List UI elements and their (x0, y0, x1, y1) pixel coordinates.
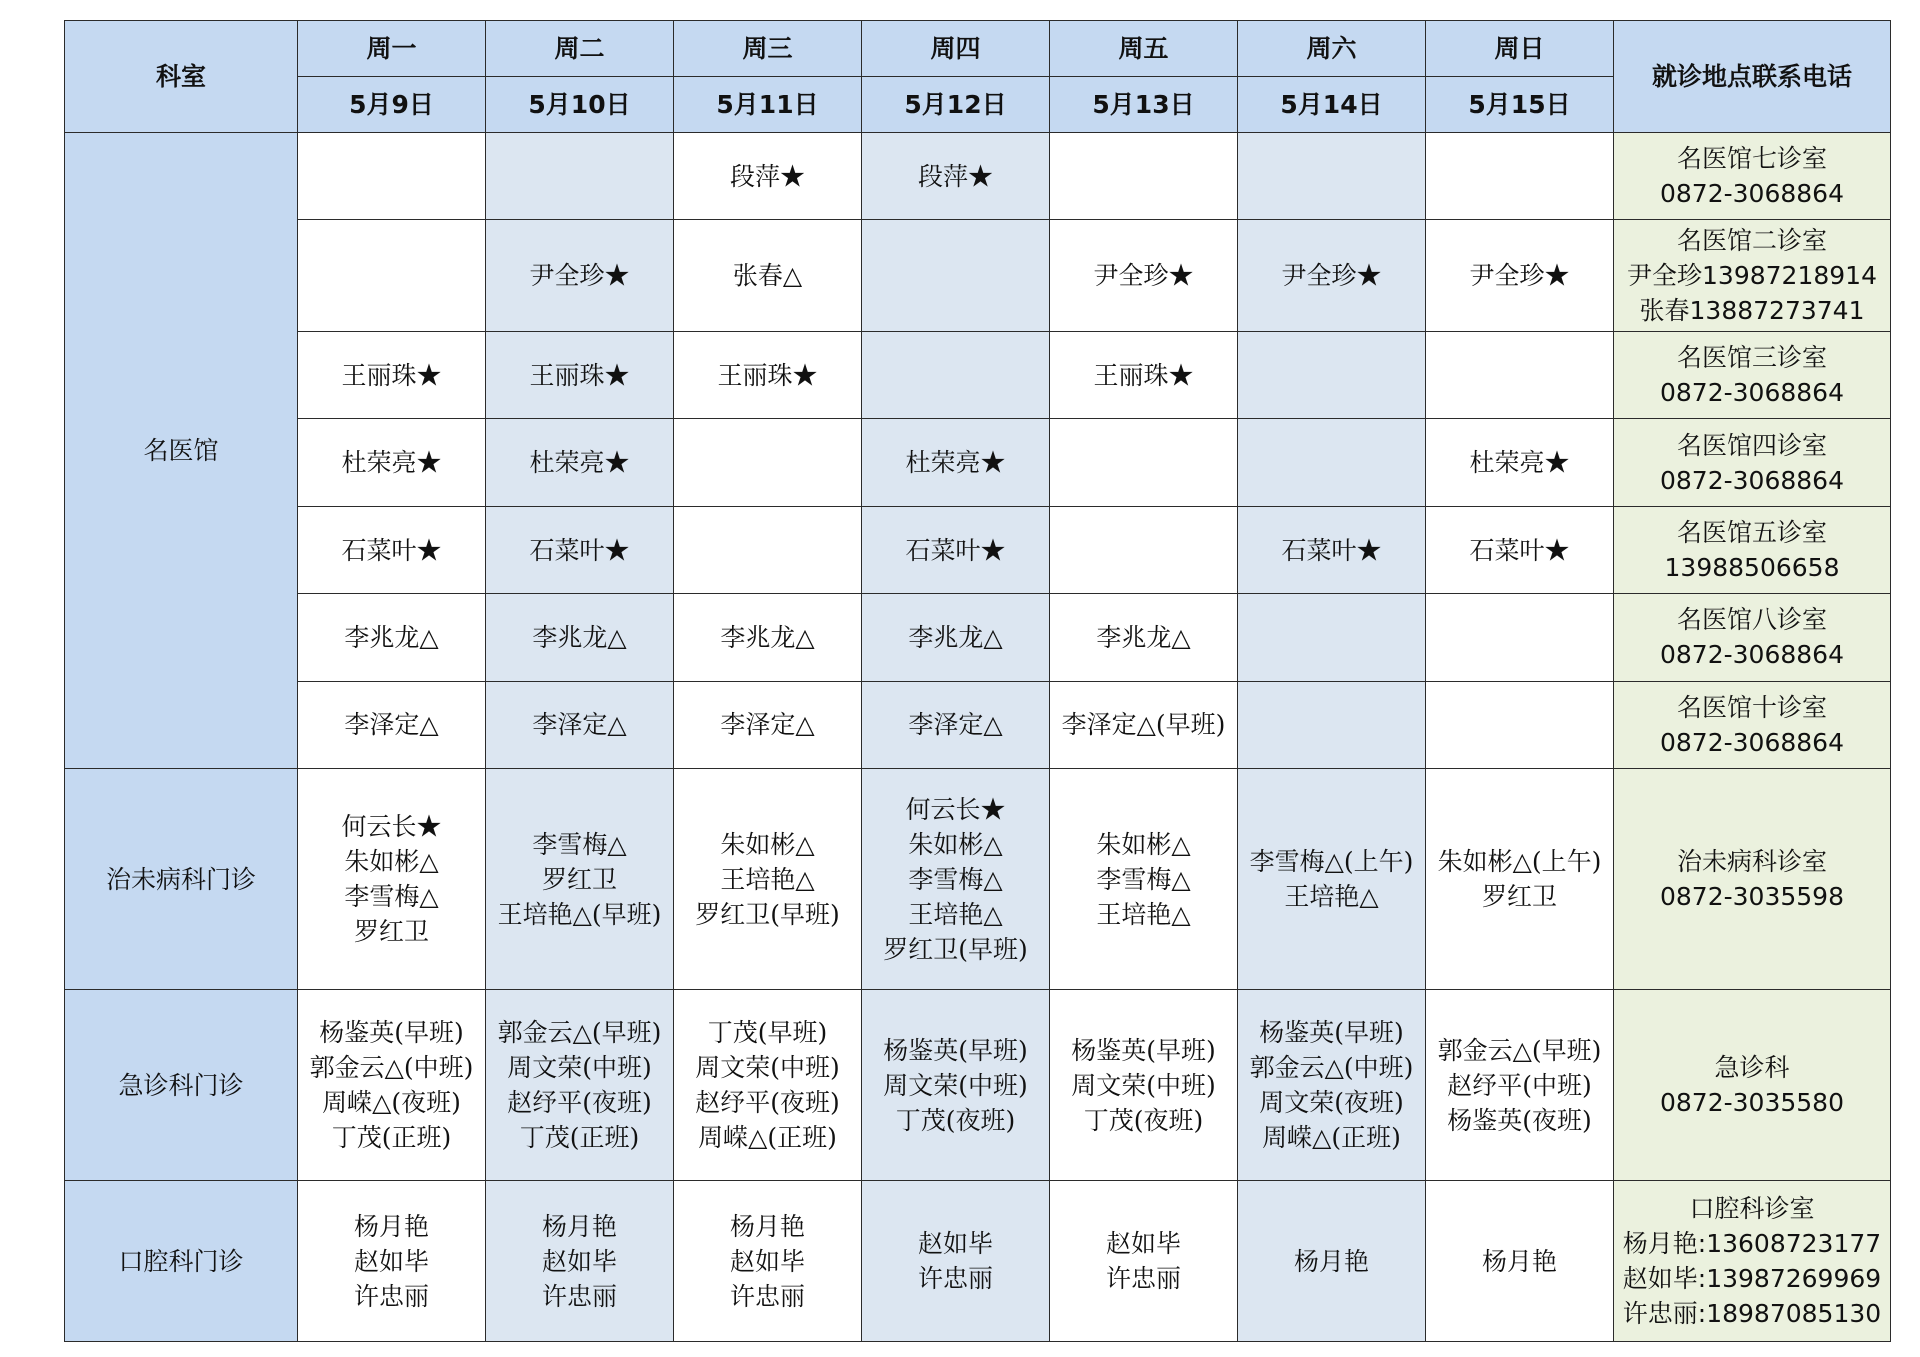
schedule-cell (1238, 332, 1426, 419)
day-header: 周一 (298, 21, 486, 77)
location-contact (1614, 990, 1891, 1181)
location-line: 赵如毕:13987269969 (1622, 1264, 1882, 1294)
schedule-cell (1050, 990, 1238, 1181)
date-header: 5月11日 (674, 77, 862, 133)
doctor-entry: 郭金云△(中班) (1249, 1053, 1414, 1083)
schedule-cell (298, 419, 486, 506)
doctor-entry: 许忠丽 (353, 1281, 429, 1311)
location-line: 名医馆五诊室 (1676, 518, 1827, 547)
doctor-entry: 李雪梅△(上午) (1249, 847, 1414, 877)
doctor-entry: 郭金云△(中班) (309, 1053, 474, 1083)
doctor-entry: 许忠丽 (917, 1264, 993, 1294)
doctor-entry: 赵如毕 (917, 1229, 993, 1259)
doctor-entry: 周文荣(中班) (1071, 1070, 1216, 1100)
location-contact (1614, 681, 1891, 768)
doctor-entry: 许忠丽 (729, 1281, 805, 1311)
schedule-cell (486, 768, 674, 989)
doctor-entry: 周文荣(中班) (695, 1053, 840, 1083)
doctor-entry: 李雪梅△ (532, 829, 627, 859)
date-header: 5月9日 (298, 77, 486, 133)
doctor-entry: 赵纾平(夜班) (507, 1088, 652, 1118)
schedule-cell (298, 220, 486, 332)
doctor-entry: 王丽珠★ (529, 360, 630, 390)
contact-header: 就诊地点联系电话 (1614, 21, 1891, 133)
schedule-cell (1050, 133, 1238, 220)
location-line: 0872-3035598 (1660, 882, 1844, 912)
doctor-entry: 石菜叶★ (1281, 535, 1382, 565)
schedule-cell (862, 594, 1050, 681)
doctor-entry: 王丽珠★ (717, 360, 818, 390)
doctor-entry: 李泽定△ (532, 710, 627, 740)
schedule-cell (1426, 681, 1614, 768)
doctor-entry: 罗红卫(早班) (883, 934, 1028, 964)
schedule-cell (486, 594, 674, 681)
schedule-cell (1426, 133, 1614, 220)
doctor-entry: 杨月艳 (1293, 1246, 1369, 1276)
schedule-cell (674, 594, 862, 681)
doctor-entry: 杨鉴英(早班) (1259, 1018, 1404, 1048)
doctor-entry: 丁茂(正班) (519, 1123, 640, 1153)
schedule-cell (1238, 594, 1426, 681)
day-header: 周五 (1050, 21, 1238, 77)
location-line: 名医馆三诊室 (1676, 343, 1827, 373)
schedule-cell (1238, 681, 1426, 768)
doctor-entry: 李泽定△(早班) (1061, 710, 1226, 740)
day-header: 周六 (1238, 21, 1426, 77)
schedule-cell (862, 419, 1050, 506)
schedule-cell (486, 419, 674, 506)
doctor-entry: 杜荣亮★ (341, 448, 442, 478)
doctor-entry: 石菜叶★ (905, 535, 1006, 565)
doctor-entry: 段萍★ (729, 161, 805, 191)
schedule-cell (298, 133, 486, 220)
doctor-entry: 杨鉴英(早班) (883, 1035, 1028, 1065)
table-row (65, 594, 1891, 681)
schedule-cell (1050, 506, 1238, 593)
schedule-cell (486, 1181, 674, 1342)
doctor-entry: 段萍★ (917, 161, 993, 191)
schedule-cell (486, 133, 674, 220)
schedule-cell (674, 768, 862, 989)
doctor-entry: 丁茂(夜班) (895, 1105, 1016, 1135)
day-header: 周四 (862, 21, 1050, 77)
schedule-cell (862, 768, 1050, 989)
doctor-entry: 周文荣(中班) (883, 1070, 1028, 1100)
doctor-entry: 罗红卫(早班) (695, 899, 840, 929)
doctor-entry: 王丽珠★ (341, 360, 442, 390)
doctor-entry: 许忠丽 (541, 1281, 617, 1311)
schedule-cell (674, 220, 862, 332)
location-line: 尹全珍13987218914 (1627, 261, 1877, 291)
doctor-entry: 张春△ (732, 261, 803, 291)
schedule-cell (1238, 419, 1426, 506)
schedule-cell (486, 681, 674, 768)
doctor-entry: 郭金云△(早班) (1437, 1035, 1602, 1065)
schedule-cell (486, 332, 674, 419)
schedule-cell (298, 768, 486, 989)
doctor-entry: 李雪梅△ (1096, 864, 1191, 894)
location-contact (1614, 220, 1891, 332)
schedule-cell (674, 990, 862, 1181)
location-line: 13988506658 (1664, 553, 1840, 582)
schedule-cell (862, 506, 1050, 593)
department-name: 口腔科门诊 (65, 1181, 298, 1342)
doctor-entry: 王培艳△ (1284, 882, 1379, 912)
schedule-cell (486, 506, 674, 593)
doctor-entry: 赵纾平(夜班) (695, 1088, 840, 1118)
location-line: 0872-3068864 (1660, 465, 1844, 495)
doctor-entry: 朱如彬△ (1096, 829, 1191, 859)
schedule-cell (862, 681, 1050, 768)
doctor-entry: 王培艳△ (1096, 899, 1191, 929)
date-header: 5月13日 (1050, 77, 1238, 133)
location-contact (1614, 332, 1891, 419)
date-header: 5月12日 (862, 77, 1050, 133)
doctor-entry: 赵纾平(中班) (1447, 1070, 1592, 1100)
doctor-entry: 王培艳△(早班) (497, 899, 662, 929)
schedule-cell (1426, 1181, 1614, 1342)
doctor-entry: 李兆龙△ (908, 622, 1003, 652)
location-line: 杨月艳:13608723177 (1622, 1229, 1882, 1259)
schedule-cell (862, 332, 1050, 419)
date-header: 5月15日 (1426, 77, 1614, 133)
location-line: 张春13887273741 (1639, 296, 1865, 326)
doctor-entry: 杨月艳 (729, 1211, 805, 1241)
doctor-entry: 赵如毕 (729, 1246, 805, 1276)
day-header: 周三 (674, 21, 862, 77)
department-name: 名医馆 (65, 133, 298, 769)
schedule-cell (1426, 332, 1614, 419)
location-line: 0872-3068864 (1660, 727, 1844, 757)
location-line: 名医馆十诊室 (1676, 692, 1827, 722)
doctor-entry: 丁茂(夜班) (1083, 1105, 1204, 1135)
doctor-entry: 杨鉴英(早班) (319, 1018, 464, 1048)
location-line: 名医馆七诊室 (1676, 144, 1827, 174)
schedule-cell (1050, 419, 1238, 506)
table-row (65, 220, 1891, 332)
table-header (65, 21, 1891, 133)
schedule-cell (486, 990, 674, 1181)
schedule-cell (674, 332, 862, 419)
doctor-entry: 杨鉴英(夜班) (1447, 1105, 1592, 1135)
schedule-cell (1050, 768, 1238, 989)
schedule-cell (1238, 506, 1426, 593)
schedule-cell (1426, 220, 1614, 332)
doctor-entry: 尹全珍★ (1281, 261, 1382, 291)
schedule-cell (1426, 768, 1614, 989)
doctor-entry: 李泽定△ (720, 710, 815, 740)
schedule-cell (298, 990, 486, 1181)
doctor-entry: 石菜叶★ (1469, 535, 1570, 565)
doctor-entry: 杜荣亮★ (1469, 448, 1570, 478)
doctor-entry: 李泽定△ (344, 710, 439, 740)
doctor-entry: 尹全珍★ (529, 261, 630, 291)
doctor-entry: 罗红卫 (353, 917, 429, 947)
location-line: 0872-3068864 (1660, 378, 1844, 408)
schedule-cell (1238, 133, 1426, 220)
doctor-entry: 杨月艳 (1481, 1246, 1557, 1276)
schedule-cell (674, 681, 862, 768)
schedule-cell (862, 990, 1050, 1181)
doctor-entry: 罗红卫 (1481, 882, 1557, 912)
doctor-entry: 杜荣亮★ (529, 448, 630, 478)
schedule-cell (862, 1181, 1050, 1342)
schedule-cell (1050, 332, 1238, 419)
doctor-entry: 李兆龙△ (720, 622, 815, 652)
table-row (65, 419, 1891, 506)
location-line: 0872-3035580 (1660, 1088, 1844, 1118)
table-row (65, 768, 1891, 989)
doctor-entry: 周文荣(中班) (507, 1053, 652, 1083)
schedule-cell (298, 681, 486, 768)
doctor-entry: 赵如毕 (353, 1246, 429, 1276)
schedule-cell (298, 506, 486, 593)
schedule-cell (486, 220, 674, 332)
doctor-entry: 尹全珍★ (1469, 261, 1570, 291)
location-line: 0872-3068864 (1660, 179, 1844, 209)
doctor-entry: 丁茂(早班) (707, 1018, 828, 1048)
doctor-entry: 朱如彬△ (344, 847, 439, 877)
date-header: 5月10日 (486, 77, 674, 133)
doctor-entry: 李兆龙△ (344, 622, 439, 652)
location-line: 急诊科 (1714, 1053, 1790, 1083)
location-line: 治未病科诊室 (1676, 847, 1827, 877)
schedule-cell (674, 1181, 862, 1342)
doctor-entry: 赵如毕 (541, 1246, 617, 1276)
doctor-entry: 周嵘△(夜班) (322, 1088, 461, 1118)
doctor-entry: 郭金云△(早班) (497, 1018, 662, 1048)
table-row (65, 681, 1891, 768)
location-line: 0872-3068864 (1660, 640, 1844, 670)
doctor-entry: 赵如毕 (1105, 1229, 1181, 1259)
table-body (65, 133, 1891, 1342)
table-row (65, 506, 1891, 593)
location-contact (1614, 506, 1891, 593)
doctor-entry: 王丽珠★ (1093, 360, 1194, 390)
doctor-entry: 杨月艳 (541, 1211, 617, 1241)
schedule-cell (1238, 768, 1426, 989)
day-header: 周二 (486, 21, 674, 77)
schedule-cell (862, 133, 1050, 220)
doctor-entry: 罗红卫 (541, 864, 617, 894)
doctor-entry: 王培艳△ (908, 899, 1003, 929)
doctor-entry: 周嵘△(正班) (698, 1123, 837, 1153)
schedule-cell (862, 220, 1050, 332)
schedule-cell (298, 1181, 486, 1342)
schedule-cell (674, 133, 862, 220)
doctor-entry: 杜荣亮★ (905, 448, 1006, 478)
department-name: 治未病科门诊 (65, 768, 298, 989)
schedule-cell (1050, 594, 1238, 681)
doctor-entry: 石菜叶★ (529, 535, 630, 565)
doctor-entry: 许忠丽 (1105, 1264, 1181, 1294)
doctor-entry: 朱如彬△ (908, 829, 1003, 859)
doctor-entry: 李雪梅△ (908, 864, 1003, 894)
doctor-entry: 石菜叶★ (341, 535, 442, 565)
doctor-entry: 朱如彬△(上午) (1437, 847, 1602, 877)
doctor-entry: 杨月艳 (353, 1211, 429, 1241)
location-contact (1614, 419, 1891, 506)
doctor-entry: 何云长★ (905, 794, 1006, 824)
schedule-cell (674, 506, 862, 593)
schedule-cell (1238, 220, 1426, 332)
doctor-entry: 李雪梅△ (344, 882, 439, 912)
location-line: 许忠丽:18987085130 (1622, 1299, 1882, 1329)
doctor-entry: 李兆龙△ (532, 622, 627, 652)
schedule-cell (1050, 1181, 1238, 1342)
schedule-cell (674, 419, 862, 506)
location-contact (1614, 1181, 1891, 1342)
location-line: 名医馆八诊室 (1676, 605, 1827, 635)
location-contact (1614, 133, 1891, 220)
schedule-cell (1426, 506, 1614, 593)
table-row (65, 990, 1891, 1181)
doctor-entry: 杨鉴英(早班) (1071, 1035, 1216, 1065)
table-row (65, 133, 1891, 220)
date-header: 5月14日 (1238, 77, 1426, 133)
doctor-entry: 何云长★ (341, 812, 442, 842)
schedule-cell (1426, 594, 1614, 681)
location-contact (1614, 768, 1891, 989)
doctor-entry: 周嵘△(正班) (1262, 1123, 1401, 1153)
doctor-entry: 周文荣(夜班) (1259, 1088, 1404, 1118)
location-line: 名医馆二诊室 (1676, 226, 1827, 256)
location-contact (1614, 594, 1891, 681)
schedule-cell (1050, 220, 1238, 332)
day-header: 周日 (1426, 21, 1614, 77)
schedule-cell (1426, 419, 1614, 506)
schedule-cell (1238, 990, 1426, 1181)
table-row (65, 1181, 1891, 1342)
table-row (65, 332, 1891, 419)
department-name: 急诊科门诊 (65, 990, 298, 1181)
doctor-entry: 朱如彬△ (720, 829, 815, 859)
schedule-table (64, 20, 1891, 1342)
dept-header: 科室 (65, 21, 298, 133)
location-line: 口腔科诊室 (1689, 1194, 1815, 1224)
doctor-entry: 王培艳△ (720, 864, 815, 894)
schedule-cell (1426, 990, 1614, 1181)
schedule-cell (298, 594, 486, 681)
doctor-entry: 李兆龙△ (1096, 622, 1191, 652)
schedule-cell (1050, 681, 1238, 768)
schedule-cell (298, 332, 486, 419)
schedule-cell (1238, 1181, 1426, 1342)
doctor-entry: 李泽定△ (908, 710, 1003, 740)
location-line: 名医馆四诊室 (1676, 430, 1827, 460)
doctor-entry: 尹全珍★ (1093, 261, 1194, 291)
doctor-entry: 丁茂(正班) (331, 1123, 452, 1153)
